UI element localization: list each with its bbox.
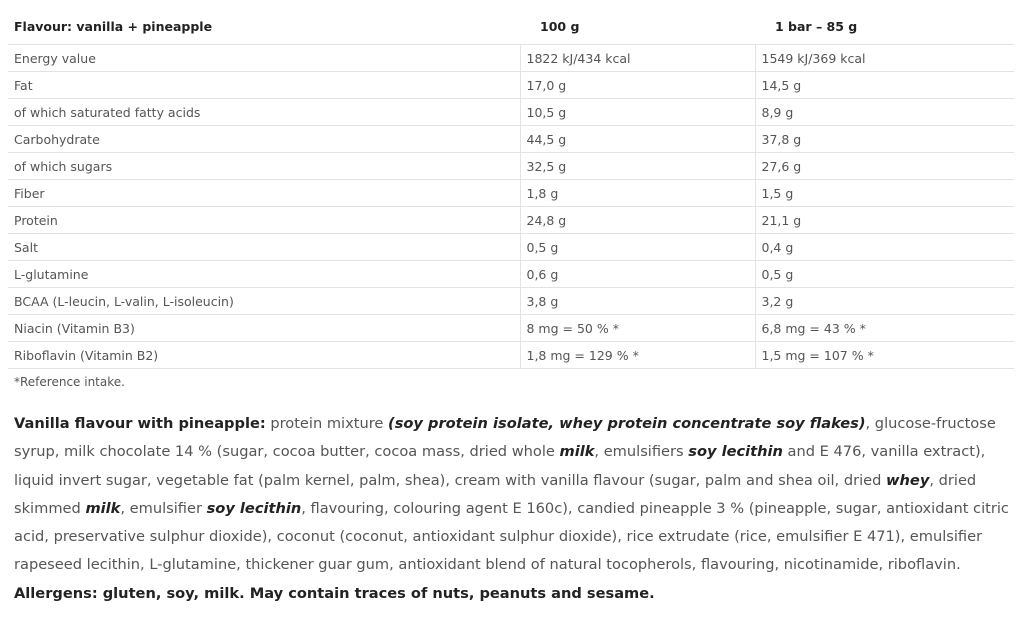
ingredients-text: protein mixture bbox=[265, 415, 389, 432]
nutrient-name: of which sugars bbox=[8, 153, 520, 180]
value-per-bar: 8,9 g bbox=[755, 99, 1014, 126]
nutrient-name: BCAA (L-leucin, L-valin, L-isoleucin) bbox=[8, 288, 520, 315]
table-header-row bbox=[8, 8, 1014, 45]
value-per-100g: 8 mg = 50 % * bbox=[520, 315, 755, 342]
nutrient-name: Protein bbox=[8, 207, 520, 234]
value-per-100g: 44,5 g bbox=[520, 126, 755, 153]
ingredients-text: , dried skimmed bbox=[14, 471, 977, 517]
value-per-100g: 0,6 g bbox=[520, 261, 755, 288]
header-flavour: Flavour: vanilla + pineapple bbox=[8, 8, 520, 45]
value-per-bar: 14,5 g bbox=[755, 72, 1014, 99]
value-per-bar: 37,8 g bbox=[755, 126, 1014, 153]
value-per-bar: 3,2 g bbox=[755, 288, 1014, 315]
allergen-emphasis: whey bbox=[886, 471, 930, 489]
value-per-100g: 32,5 g bbox=[520, 153, 755, 180]
nutrient-name: L-glutamine bbox=[8, 261, 520, 288]
table-row bbox=[8, 153, 1014, 180]
value-per-100g: 1822 kJ/434 kcal bbox=[520, 45, 755, 72]
allergen-emphasis: soy lecithin bbox=[688, 443, 783, 461]
value-per-bar: 1549 kJ/369 kcal bbox=[755, 45, 1014, 72]
value-per-100g: 1,8 mg = 129 % * bbox=[520, 342, 755, 369]
value-per-bar: 1,5 g bbox=[755, 180, 1014, 207]
ingredients-text: , emulsifiers bbox=[594, 443, 689, 461]
table-row bbox=[8, 99, 1014, 126]
nutrient-name: Carbohydrate bbox=[8, 126, 520, 153]
value-per-100g: 1,8 g bbox=[520, 180, 755, 207]
nutrient-name: Riboflavin (Vitamin B2) bbox=[8, 342, 520, 369]
table-row bbox=[8, 342, 1014, 369]
ingredients-text: , flavouring, colouring agent E 160c), candied pineapple 3 % (pineapple, sugar, antioxidant citric acid, preservative sulphur dioxide), coconut (coconut, antioxidant sulphur dioxide), rice extrudate (rice, emulsifier E 471), emulsifier rapeseed lecithin, L-glutamine, thickener guar gum, antioxidant blend of natural tocopherols, flavouring, nicotinamide, riboflavin. bbox=[14, 499, 1009, 574]
nutrient-name: Energy value bbox=[8, 45, 520, 72]
allergen-emphasis: milk bbox=[85, 499, 121, 517]
reference-intake-footnote: *Reference intake. bbox=[14, 375, 125, 389]
value-per-100g: 10,5 g bbox=[520, 99, 755, 126]
allergen-emphasis: soy lecithin bbox=[206, 499, 302, 517]
ingredients-paragraph bbox=[14, 410, 1014, 608]
allergen-emphasis: milk bbox=[559, 443, 595, 461]
value-per-100g: 24,8 g bbox=[520, 207, 755, 234]
ingredients-text: , glucose-fructose syrup, milk chocolate 14 % (sugar, cocoa butter, cocoa mass, dried whole bbox=[14, 415, 996, 461]
nutrient-name: Fat bbox=[8, 72, 520, 99]
header-per-100g: 100 g bbox=[520, 8, 755, 45]
nutrient-name: Niacin (Vitamin B3) bbox=[8, 315, 520, 342]
value-per-bar: 27,6 g bbox=[755, 153, 1014, 180]
value-per-bar: 1,5 mg = 107 % * bbox=[755, 342, 1014, 369]
value-per-100g: 17,0 g bbox=[520, 72, 755, 99]
nutrient-name: of which saturated fatty acids bbox=[8, 99, 520, 126]
value-per-bar: 21,1 g bbox=[755, 207, 1014, 234]
value-per-bar: 6,8 mg = 43 % * bbox=[755, 315, 1014, 342]
allergen-emphasis: (soy protein isolate, whey protein concentrate soy flakes) bbox=[388, 415, 866, 432]
ingredients-text: , emulsifier bbox=[120, 499, 207, 517]
nutrient-name: Salt bbox=[8, 234, 520, 261]
allergens-statement: Allergens: gluten, soy, milk. May contain traces of nuts, peanuts and sesame. bbox=[14, 584, 655, 602]
nutrient-name: Fiber bbox=[8, 180, 520, 207]
ingredients-heading: Vanilla flavour with pineapple: bbox=[14, 415, 266, 432]
table-row bbox=[8, 288, 1014, 315]
table-row bbox=[8, 126, 1014, 153]
value-per-100g: 3,8 g bbox=[520, 288, 755, 315]
table-row bbox=[8, 72, 1014, 99]
value-per-bar: 0,5 g bbox=[755, 261, 1014, 288]
header-per-bar: 1 bar – 85 g bbox=[755, 8, 1014, 45]
table-row bbox=[8, 45, 1014, 72]
value-per-100g: 0,5 g bbox=[520, 234, 755, 261]
value-per-bar: 0,4 g bbox=[755, 234, 1014, 261]
table-row bbox=[8, 207, 1014, 234]
ingredients-text: and E 476, vanilla extract), liquid invert sugar, vegetable fat (palm kernel, palm, shea), cream with vanilla flavour (sugar, palm and shea oil, dried bbox=[14, 443, 986, 489]
nutrition-table bbox=[8, 8, 1014, 369]
table-row bbox=[8, 234, 1014, 261]
table-row bbox=[8, 315, 1014, 342]
table-row bbox=[8, 180, 1014, 207]
table-row bbox=[8, 261, 1014, 288]
